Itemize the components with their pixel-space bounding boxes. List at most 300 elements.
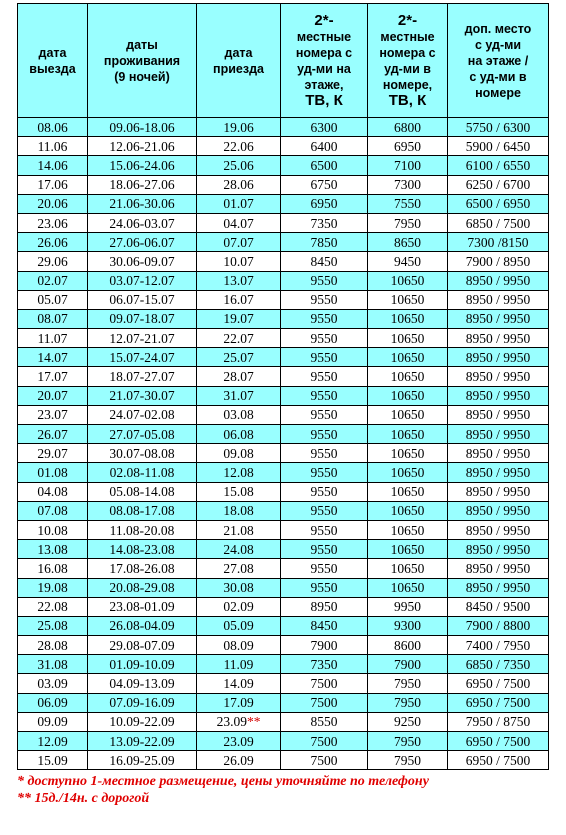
cell-text: 10650 bbox=[390, 292, 425, 308]
cell-text: 7900 / 8950 bbox=[465, 253, 531, 269]
price-ensuite-cell bbox=[368, 482, 448, 501]
cell-text: 8950 / 9950 bbox=[465, 426, 531, 442]
price-extra-bed-cell bbox=[448, 425, 549, 444]
stay-dates-cell bbox=[88, 751, 197, 770]
table-row bbox=[18, 463, 549, 482]
price-shared-cell bbox=[281, 482, 368, 501]
cell-text: 01.08 bbox=[37, 464, 68, 480]
cell-text: 15.08 bbox=[223, 484, 254, 500]
stay-dates-cell bbox=[88, 559, 197, 578]
cell-text: 9550 bbox=[310, 580, 338, 596]
arrival-date-cell bbox=[197, 175, 281, 194]
cell-text: 05.09 bbox=[223, 618, 254, 634]
cell-text: 30.07-08.08 bbox=[109, 445, 175, 461]
footnotes bbox=[17, 773, 548, 807]
cell-text: 16.08 bbox=[37, 560, 68, 576]
arrival-date-cell bbox=[197, 137, 281, 156]
price-ensuite-cell bbox=[368, 194, 448, 213]
arrival-date-cell bbox=[197, 732, 281, 751]
price-shared-cell bbox=[281, 252, 368, 271]
cell-text: 25.08 bbox=[37, 618, 68, 634]
price-extra-bed-cell bbox=[448, 233, 549, 252]
header-line: местные bbox=[296, 29, 352, 44]
price-extra-bed-cell bbox=[448, 252, 549, 271]
price-shared-cell bbox=[281, 425, 368, 444]
price-ensuite-cell bbox=[368, 175, 448, 194]
cell-text: 6950 / 7500 bbox=[465, 752, 531, 768]
cell-text: 8450 bbox=[310, 618, 338, 634]
table-row bbox=[18, 175, 549, 194]
stay-dates-cell bbox=[88, 233, 197, 252]
price-shared-cell bbox=[281, 137, 368, 156]
arrival-date-cell bbox=[197, 482, 281, 501]
header-line: на этаже / bbox=[467, 53, 529, 68]
cell-text: 26.07 bbox=[37, 426, 68, 442]
cell-text: 7100 bbox=[394, 157, 421, 173]
cell-text: 17.08-26.08 bbox=[109, 560, 175, 576]
table-row bbox=[18, 290, 549, 309]
cell-text: 7300 bbox=[394, 177, 421, 193]
stay-dates-cell bbox=[88, 118, 197, 137]
cell-text: 07.09-16.09 bbox=[109, 695, 175, 711]
table-row bbox=[18, 693, 549, 712]
price-shared-cell bbox=[281, 693, 368, 712]
departure-date-cell bbox=[18, 616, 88, 635]
cell-text: 21.07-30.07 bbox=[109, 388, 175, 404]
header-double-room-ensuite bbox=[368, 4, 448, 118]
price-extra-bed-cell bbox=[448, 463, 549, 482]
table-row bbox=[18, 655, 549, 674]
cell-text: 08.08-17.08 bbox=[109, 503, 175, 519]
cell-text: 23.09 bbox=[216, 714, 247, 730]
arrival-date-cell bbox=[197, 540, 281, 559]
price-ensuite-cell bbox=[368, 348, 448, 367]
header-line: (9 ночей) bbox=[114, 69, 170, 84]
price-ensuite-cell bbox=[368, 559, 448, 578]
cell-text: 21.08 bbox=[223, 522, 254, 538]
departure-date-cell bbox=[18, 156, 88, 175]
table-row bbox=[18, 751, 549, 770]
departure-date-cell bbox=[18, 559, 88, 578]
cell-text: 8950 / 9950 bbox=[465, 503, 531, 519]
cell-text: 9450 bbox=[394, 253, 421, 269]
cell-text: 9550 bbox=[310, 388, 338, 404]
cell-text: 24.07-02.08 bbox=[109, 407, 175, 423]
arrival-date-cell bbox=[197, 252, 281, 271]
cell-text: 22.07 bbox=[223, 330, 254, 346]
price-extra-bed-cell bbox=[448, 290, 549, 309]
price-extra-bed-cell bbox=[448, 559, 549, 578]
table-row bbox=[18, 501, 549, 520]
departure-date-cell bbox=[18, 693, 88, 712]
departure-date-cell bbox=[18, 233, 88, 252]
arrival-date-cell bbox=[197, 213, 281, 232]
header-line: с уд-ми bbox=[474, 37, 522, 52]
cell-text: 8600 bbox=[394, 637, 421, 653]
header-line: номера с bbox=[379, 45, 436, 60]
cell-text: 6950 bbox=[310, 196, 338, 212]
header-line: с уд-ми в bbox=[469, 69, 527, 84]
cell-text: 9550 bbox=[310, 464, 338, 480]
price-ensuite-cell bbox=[368, 386, 448, 405]
table-row bbox=[18, 559, 549, 578]
price-ensuite-cell bbox=[368, 636, 448, 655]
price-ensuite-cell bbox=[368, 540, 448, 559]
arrival-date-cell bbox=[197, 674, 281, 693]
arrival-date-cell bbox=[197, 233, 281, 252]
table-row bbox=[18, 712, 549, 731]
price-extra-bed-cell bbox=[448, 501, 549, 520]
header-line: дата bbox=[38, 45, 67, 60]
cell-text: 31.08 bbox=[37, 656, 68, 672]
cell-text: 01.07 bbox=[223, 196, 254, 212]
price-extra-bed-cell bbox=[448, 405, 549, 424]
arrival-date-cell bbox=[197, 616, 281, 635]
cell-text: 17.07 bbox=[37, 369, 68, 385]
price-ensuite-cell bbox=[368, 118, 448, 137]
cell-text: 9550 bbox=[310, 369, 338, 385]
cell-text: 06.09 bbox=[37, 695, 68, 711]
cell-text: 25.06 bbox=[223, 157, 254, 173]
table-row bbox=[18, 348, 549, 367]
table-row bbox=[18, 118, 549, 137]
price-extra-bed-cell bbox=[448, 712, 549, 731]
stay-dates-cell bbox=[88, 636, 197, 655]
arrival-date-cell bbox=[197, 559, 281, 578]
cell-text: 7500 bbox=[310, 695, 338, 711]
cell-text: 05.07 bbox=[37, 292, 68, 308]
cell-text: 5900 / 6450 bbox=[465, 138, 531, 154]
cell-text: 10650 bbox=[390, 273, 425, 289]
cell-text: 09.06-18.06 bbox=[109, 119, 175, 135]
cell-text: 7950 bbox=[394, 695, 421, 711]
cell-text: 7900 bbox=[394, 656, 421, 672]
header-line: доп. место bbox=[464, 21, 532, 36]
cell-text: 21.06-30.06 bbox=[109, 196, 175, 212]
stay-dates-cell bbox=[88, 540, 197, 559]
cell-text: 7400 / 7950 bbox=[465, 637, 531, 653]
departure-date-cell bbox=[18, 751, 88, 770]
footnote-single-occupancy: * доступно 1-местное размещение, цены уточняйте по телефону bbox=[17, 774, 429, 790]
cell-text: 8950 / 9950 bbox=[465, 407, 531, 423]
stay-dates-cell bbox=[88, 386, 197, 405]
price-shared-cell bbox=[281, 405, 368, 424]
cell-text: 7850 bbox=[310, 234, 338, 250]
price-ensuite-cell bbox=[368, 290, 448, 309]
cell-text: 9550 bbox=[310, 349, 338, 365]
cell-text: 7500 bbox=[310, 752, 338, 768]
price-ensuite-cell bbox=[368, 732, 448, 751]
price-extra-bed-cell bbox=[448, 540, 549, 559]
cell-text: 01.09-10.09 bbox=[109, 656, 175, 672]
stay-dates-cell bbox=[88, 463, 197, 482]
arrival-date-cell bbox=[197, 194, 281, 213]
cell-text: 13.08 bbox=[37, 541, 68, 557]
cell-text: 9550 bbox=[310, 560, 338, 576]
price-shared-cell bbox=[281, 348, 368, 367]
cell-text: 14.08-23.08 bbox=[109, 541, 175, 557]
cell-text: 05.08-14.08 bbox=[109, 484, 175, 500]
cell-text: 03.09 bbox=[37, 676, 68, 692]
cell-text: 12.07-21.07 bbox=[109, 330, 175, 346]
arrival-date-cell bbox=[197, 712, 281, 731]
header-line: ТВ, К bbox=[388, 91, 427, 109]
price-ensuite-cell bbox=[368, 271, 448, 290]
cell-text: 09.07-18.07 bbox=[109, 311, 175, 327]
cell-text: 9300 bbox=[394, 618, 421, 634]
departure-date-cell bbox=[18, 463, 88, 482]
header-departure-date bbox=[18, 4, 88, 118]
cell-text: 7900 bbox=[310, 637, 338, 653]
cell-text: 23.09 bbox=[223, 733, 254, 749]
cell-text: 13.09-22.09 bbox=[109, 733, 175, 749]
arrival-date-cell bbox=[197, 751, 281, 770]
cell-text: 6400 bbox=[310, 138, 338, 154]
table-header-row bbox=[18, 4, 549, 118]
header-line: 2*- bbox=[397, 11, 418, 29]
cell-text: 17.09 bbox=[223, 695, 254, 711]
cell-text: 10.09-22.09 bbox=[109, 714, 175, 730]
price-shared-cell bbox=[281, 655, 368, 674]
cell-text: 14.06 bbox=[37, 157, 68, 173]
price-extra-bed-cell bbox=[448, 444, 549, 463]
cell-text: 9950 bbox=[394, 599, 421, 615]
departure-date-cell bbox=[18, 540, 88, 559]
cell-text: 8950 / 9950 bbox=[465, 560, 531, 576]
stay-dates-cell bbox=[88, 329, 197, 348]
departure-date-cell bbox=[18, 271, 88, 290]
stay-dates-cell bbox=[88, 290, 197, 309]
cell-text: 27.06-06.07 bbox=[109, 234, 175, 250]
cell-text: 12.06-21.06 bbox=[109, 138, 175, 154]
table-row bbox=[18, 616, 549, 635]
arrival-date-cell bbox=[197, 655, 281, 674]
table-row bbox=[18, 482, 549, 501]
header-extra-bed bbox=[448, 4, 549, 118]
header-line: 2*- bbox=[314, 11, 334, 29]
arrival-date-cell bbox=[197, 367, 281, 386]
cell-text: 8950 / 9950 bbox=[465, 292, 531, 308]
price-extra-bed-cell bbox=[448, 616, 549, 635]
cell-text: 18.08 bbox=[223, 503, 254, 519]
price-shared-cell bbox=[281, 501, 368, 520]
departure-date-cell bbox=[18, 482, 88, 501]
cell-text: 7350 bbox=[310, 656, 338, 672]
cell-text: 03.07-12.07 bbox=[109, 273, 175, 289]
cell-text: 20.08-29.08 bbox=[109, 580, 175, 596]
cell-text: 5750 / 6300 bbox=[465, 119, 531, 135]
arrival-date-cell bbox=[197, 463, 281, 482]
cell-text: 7950 bbox=[394, 215, 421, 231]
departure-date-cell bbox=[18, 290, 88, 309]
arrival-date-cell bbox=[197, 636, 281, 655]
cell-text: 6250 / 6700 bbox=[465, 177, 531, 193]
stay-dates-cell bbox=[88, 137, 197, 156]
cell-text: 8950 / 9950 bbox=[465, 464, 531, 480]
price-ensuite-cell bbox=[368, 425, 448, 444]
price-shared-cell bbox=[281, 386, 368, 405]
cell-text: 23.08-01.09 bbox=[109, 599, 175, 615]
cell-text: 6300 bbox=[310, 119, 338, 135]
departure-date-cell bbox=[18, 175, 88, 194]
departure-date-cell bbox=[18, 252, 88, 271]
cell-text: 27.07-05.08 bbox=[109, 426, 175, 442]
cell-text: 6850 / 7350 bbox=[465, 656, 531, 672]
table-row bbox=[18, 329, 549, 348]
cell-text: 18.06-27.06 bbox=[109, 177, 175, 193]
cell-text: 6950 / 7500 bbox=[465, 676, 531, 692]
departure-date-cell bbox=[18, 674, 88, 693]
cell-text: 6800 bbox=[394, 119, 421, 135]
cell-text: 8950 / 9950 bbox=[465, 522, 531, 538]
arrival-date-cell bbox=[197, 520, 281, 539]
cell-text: 9550 bbox=[310, 273, 338, 289]
cell-text: 07.08 bbox=[37, 503, 68, 519]
table-row bbox=[18, 540, 549, 559]
cell-text: 13.07 bbox=[223, 273, 254, 289]
arrival-date-cell bbox=[197, 156, 281, 175]
price-extra-bed-cell bbox=[448, 367, 549, 386]
price-extra-bed-cell bbox=[448, 386, 549, 405]
price-shared-cell bbox=[281, 367, 368, 386]
cell-text: 10650 bbox=[390, 330, 425, 346]
price-extra-bed-cell bbox=[448, 137, 549, 156]
cell-text: 9250 bbox=[394, 714, 421, 730]
cell-text: 23.06 bbox=[37, 215, 68, 231]
price-shared-cell bbox=[281, 616, 368, 635]
stay-dates-cell bbox=[88, 482, 197, 501]
stay-dates-cell bbox=[88, 367, 197, 386]
departure-date-cell bbox=[18, 712, 88, 731]
price-extra-bed-cell bbox=[448, 674, 549, 693]
price-shared-cell bbox=[281, 175, 368, 194]
arrival-date-cell bbox=[197, 444, 281, 463]
cell-text: 8450 bbox=[310, 253, 338, 269]
cell-text: 7950 / 8750 bbox=[465, 714, 531, 730]
price-ensuite-cell bbox=[368, 252, 448, 271]
price-extra-bed-cell bbox=[448, 482, 549, 501]
arrival-date-cell bbox=[197, 348, 281, 367]
cell-text: 29.08-07.09 bbox=[109, 637, 175, 653]
cell-text: 03.08 bbox=[223, 407, 254, 423]
departure-date-cell bbox=[18, 425, 88, 444]
arrival-date-cell bbox=[197, 271, 281, 290]
price-shared-cell bbox=[281, 233, 368, 252]
stay-dates-cell bbox=[88, 156, 197, 175]
cell-text: 17.06 bbox=[37, 177, 68, 193]
cell-text: 08.09 bbox=[223, 637, 254, 653]
cell-text: 9550 bbox=[310, 330, 338, 346]
cell-text: 24.08 bbox=[223, 541, 254, 557]
price-shared-cell bbox=[281, 213, 368, 232]
cell-text: 25.07 bbox=[223, 349, 254, 365]
cell-text: 30.08 bbox=[223, 580, 254, 596]
price-ensuite-cell bbox=[368, 463, 448, 482]
cell-text: 7500 bbox=[310, 733, 338, 749]
arrival-date-cell bbox=[197, 309, 281, 328]
cell-text: 10650 bbox=[390, 388, 425, 404]
table-body bbox=[18, 118, 549, 770]
cell-text: 10.08 bbox=[37, 522, 68, 538]
cell-text: 6850 / 7500 bbox=[465, 215, 531, 231]
cell-text: 18.07-27.07 bbox=[109, 369, 175, 385]
cell-text: 7350 bbox=[310, 215, 338, 231]
departure-date-cell bbox=[18, 118, 88, 137]
cell-text: 27.08 bbox=[223, 560, 254, 576]
cell-text: 9550 bbox=[310, 311, 338, 327]
arrival-date-cell bbox=[197, 290, 281, 309]
price-ensuite-cell bbox=[368, 329, 448, 348]
cell-text: 30.06-09.07 bbox=[109, 253, 175, 269]
price-shared-cell bbox=[281, 597, 368, 616]
cell-text: 8950 / 9950 bbox=[465, 445, 531, 461]
arrival-date-cell bbox=[197, 501, 281, 520]
cell-text: 9550 bbox=[310, 503, 338, 519]
price-shared-cell bbox=[281, 309, 368, 328]
price-shared-cell bbox=[281, 520, 368, 539]
footnote-package-duration: ** 15д./14н. с дорогой bbox=[17, 791, 150, 807]
header-line: выезда bbox=[29, 61, 76, 76]
price-shared-cell bbox=[281, 463, 368, 482]
header-line: уд-ми в bbox=[384, 61, 431, 76]
cell-text: 8950 / 9950 bbox=[465, 330, 531, 346]
price-extra-bed-cell bbox=[448, 329, 549, 348]
cell-text: 8950 / 9950 bbox=[465, 484, 531, 500]
stay-dates-cell bbox=[88, 578, 197, 597]
departure-date-cell bbox=[18, 386, 88, 405]
stay-dates-cell bbox=[88, 425, 197, 444]
cell-text: 9550 bbox=[310, 407, 338, 423]
price-ensuite-cell bbox=[368, 520, 448, 539]
cell-text: 29.06 bbox=[37, 253, 68, 269]
price-extra-bed-cell bbox=[448, 118, 549, 137]
cell-text: 06.07-15.07 bbox=[109, 292, 175, 308]
table-row bbox=[18, 520, 549, 539]
cell-text: 19.07 bbox=[223, 311, 254, 327]
price-extra-bed-cell bbox=[448, 693, 549, 712]
table-row bbox=[18, 597, 549, 616]
cell-text: 29.07 bbox=[37, 445, 68, 461]
cell-text: 8550 bbox=[310, 714, 338, 730]
departure-date-cell bbox=[18, 578, 88, 597]
price-extra-bed-cell bbox=[448, 213, 549, 232]
price-ensuite-cell bbox=[368, 674, 448, 693]
cell-text: 12.08 bbox=[223, 464, 254, 480]
price-shared-cell bbox=[281, 712, 368, 731]
departure-date-cell bbox=[18, 597, 88, 616]
stay-dates-cell bbox=[88, 616, 197, 635]
stay-dates-cell bbox=[88, 444, 197, 463]
price-ensuite-cell bbox=[368, 367, 448, 386]
price-extra-bed-cell bbox=[448, 655, 549, 674]
cell-text: 10650 bbox=[390, 522, 425, 538]
cell-text: 20.06 bbox=[37, 196, 68, 212]
cell-text: 22.08 bbox=[37, 599, 68, 615]
table-row bbox=[18, 732, 549, 751]
cell-text: 7300 /8150 bbox=[467, 234, 529, 250]
cell-text: 26.06 bbox=[37, 234, 68, 250]
price-shared-cell bbox=[281, 540, 368, 559]
header-line: номере bbox=[475, 85, 521, 100]
arrival-date-cell bbox=[197, 578, 281, 597]
cell-text: 7550 bbox=[394, 196, 421, 212]
price-shared-cell bbox=[281, 271, 368, 290]
price-shared-cell bbox=[281, 578, 368, 597]
stay-dates-cell bbox=[88, 194, 197, 213]
price-ensuite-cell bbox=[368, 751, 448, 770]
cell-text: 09.09 bbox=[37, 714, 68, 730]
cell-text: 15.06-24.06 bbox=[109, 157, 175, 173]
